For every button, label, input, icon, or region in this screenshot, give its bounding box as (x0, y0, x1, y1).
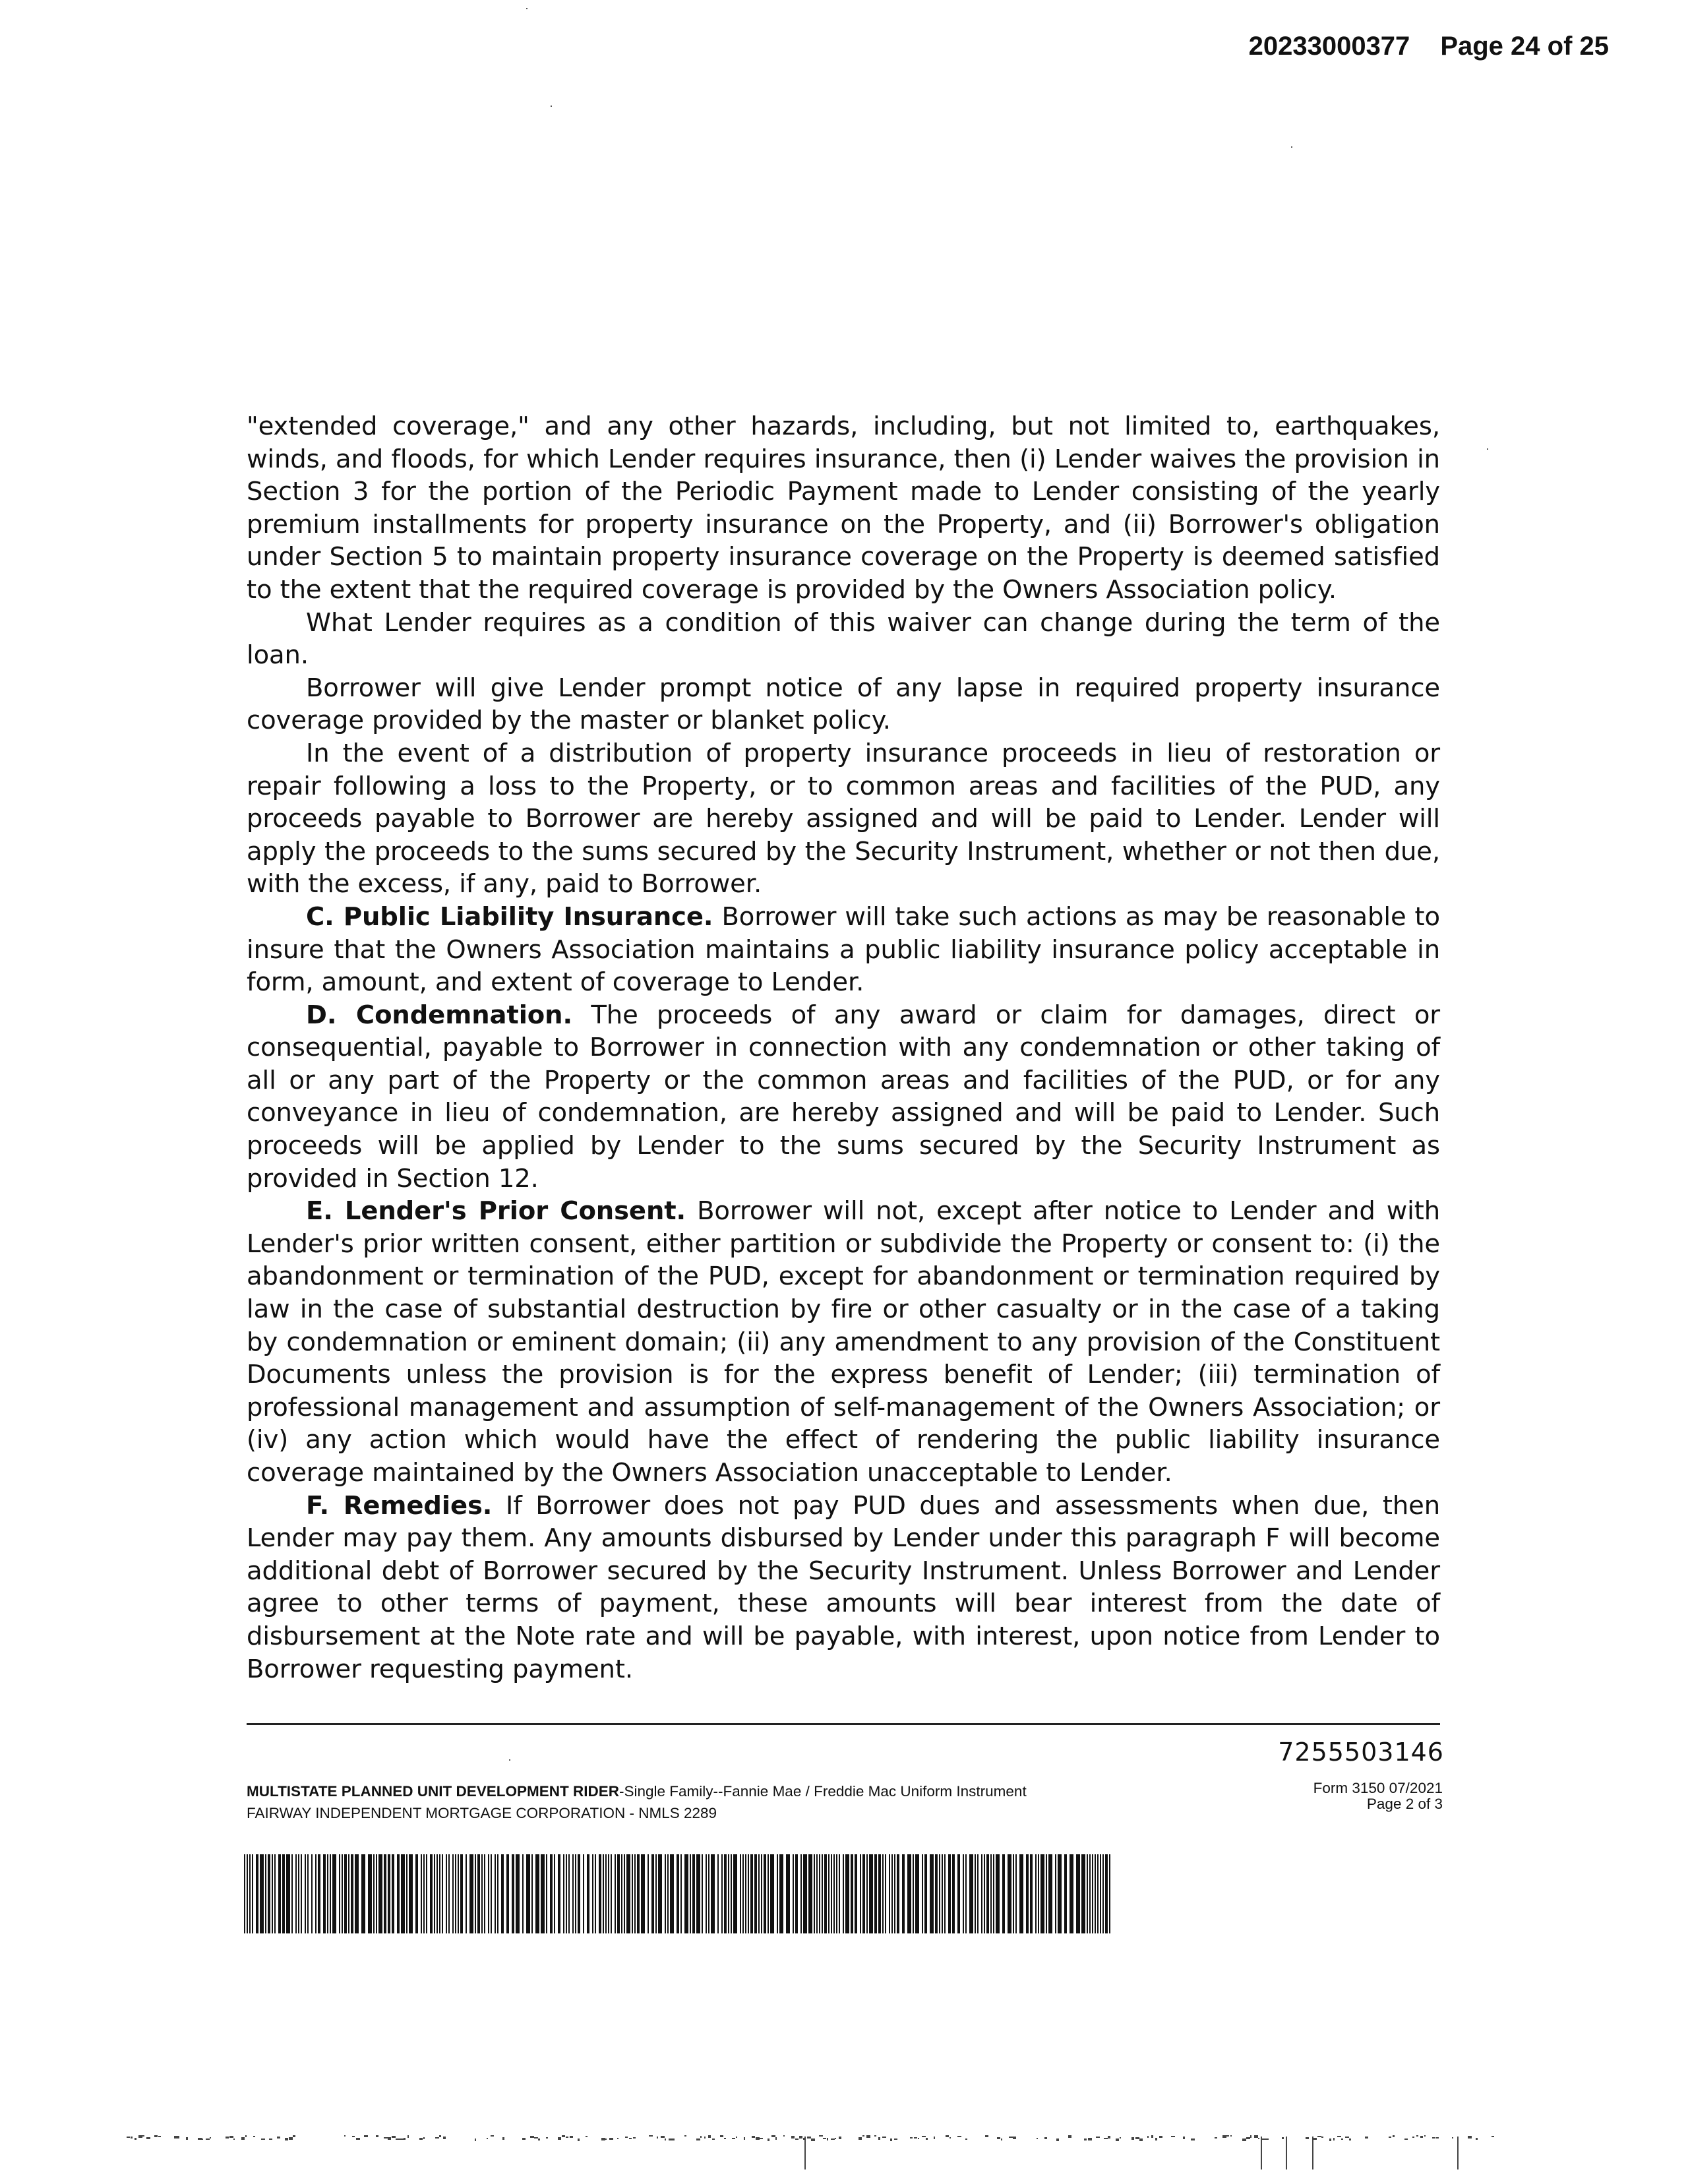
paragraph-extended-coverage: "extended coverage," and any other hazards, including, but not limited to, earthquakes, winds, and floods, for which Lender requires insurance, then (i) Lender waives the provision in Section 3 for the portion of the Periodic Payment made to Lender consisting of the yearly premium installments for property insurance on the Property, and (ii) Borrower's obligation under Section 5 to maintain property insurance coverage on the Property is deemed satisfied to the extent that the required coverage is provided by the Owners Association policy. (247, 411, 1440, 605)
loan-number: 7255503146 (1278, 1738, 1444, 1767)
paragraph-waiver-condition: What Lender requires as a condition of this waiver can change during the term of the loan. (247, 607, 1440, 671)
lender-name: FAIRWAY INDEPENDENT MORTGAGE CORPORATION - NMLS 2289 (247, 1805, 717, 1821)
form-title (247, 1780, 1027, 1802)
footer-form-info (247, 1780, 1027, 1824)
section-heading: D. Condemnation. (306, 1000, 572, 1030)
section-heading: F. Remedies. (306, 1490, 493, 1521)
footer-divider (247, 1723, 1440, 1725)
footer-form-number (1313, 1780, 1443, 1812)
document-number: 20233000377 (1248, 32, 1410, 61)
barcode-icon (244, 1854, 1113, 1933)
scan-speck (1487, 448, 1488, 450)
paragraph-insurance-proceeds: In the event of a distribution of property insurance proceeds in lieu of restoration or repair following a loss to the Property, or to common areas and facilities of the PUD, any proceeds payable to Borrower are hereby assigned and will be paid to Lender. Lender will apply the proceeds to the sums secured by the Security Instrument, whether or not then due, with the excess, if any, paid to Borrower. (247, 738, 1440, 899)
section-text: Borrower will not, except after notice to Lender and with Lender's prior written consent, either partition or subdivide the Property or consent to: (i) the abandonment or termination of the PUD, except for abandonment or termination required by law in the case of substantial destruction by fire or other casualty or in the case of a taking by condemnation or eminent domain; (ii) any amendment to any provision of the Constituent Documents unless the provision is for the express benefit of Lender; (iii) termination of professional management and assumption of self-management of the Owners Association; or (iv) any action which would have the effect of rendering the public liability insurance coverage maintained by the Owners Association unacceptable to Lender. (247, 1196, 1440, 1488)
form-title-bold: MULTISTATE PLANNED UNIT DEVELOPMENT RIDER (247, 1783, 619, 1800)
scan-speck (551, 106, 552, 107)
section-condemnation (247, 999, 1440, 1196)
form-number: Form 3150 07/2021 (1313, 1780, 1443, 1796)
scan-artifact-strip (119, 2131, 1503, 2171)
scan-speck (526, 8, 528, 9)
page-label: Page 24 of 25 (1440, 32, 1609, 61)
paragraph-lapse-notice: Borrower will give Lender prompt notice of any lapse in required property insurance coverage provided by the master or blanket policy. (247, 673, 1440, 736)
section-heading: C. Public Liability Insurance. (306, 901, 713, 932)
section-text: Borrower will take such actions as may be reasonable to insure that the Owners Association maintains a public liability insurance policy acceptable in form, amount, and extent of coverage to Lender. (247, 901, 1440, 998)
section-public-liability (247, 901, 1440, 999)
form-page: Page 2 of 3 (1366, 1796, 1443, 1812)
scan-speck (1291, 146, 1292, 148)
section-text: The proceeds of any award or claim for damages, direct or consequential, payable to Borrower in connection with any condemnation or other taking of all or any part of the Property or the common areas and facilities of the PUD, or for any conveyance in lieu of condemnation, are hereby assigned and will be paid to Lender. Such proceeds will be applied by Lender to the sums secured by the Security Instrument as provided in Section 12. (247, 1000, 1440, 1194)
section-heading: E. Lender's Prior Consent. (306, 1196, 686, 1227)
section-text: If Borrower does not pay PUD dues and assessments when due, then Lender may pay them. Any amounts disbursed by Lender under this paragraph F will become additional debt of Borrower secured by the Security Instrument. Unless Borrower and Lender agree to other terms of payment, these amounts will bear interest from the date of disbursement at the Note rate and will be payable, with interest, upon notice from Lender to Borrower requesting payment. (247, 1490, 1441, 1684)
section-lenders-prior-consent (247, 1195, 1440, 1489)
form-title-rest: -Single Family--Fannie Mae / Freddie Mac Uniform Instrument (619, 1783, 1027, 1800)
page-header (1249, 32, 1609, 61)
document-body (247, 410, 1440, 1685)
section-remedies (247, 1490, 1440, 1686)
scan-speck (509, 1759, 510, 1761)
